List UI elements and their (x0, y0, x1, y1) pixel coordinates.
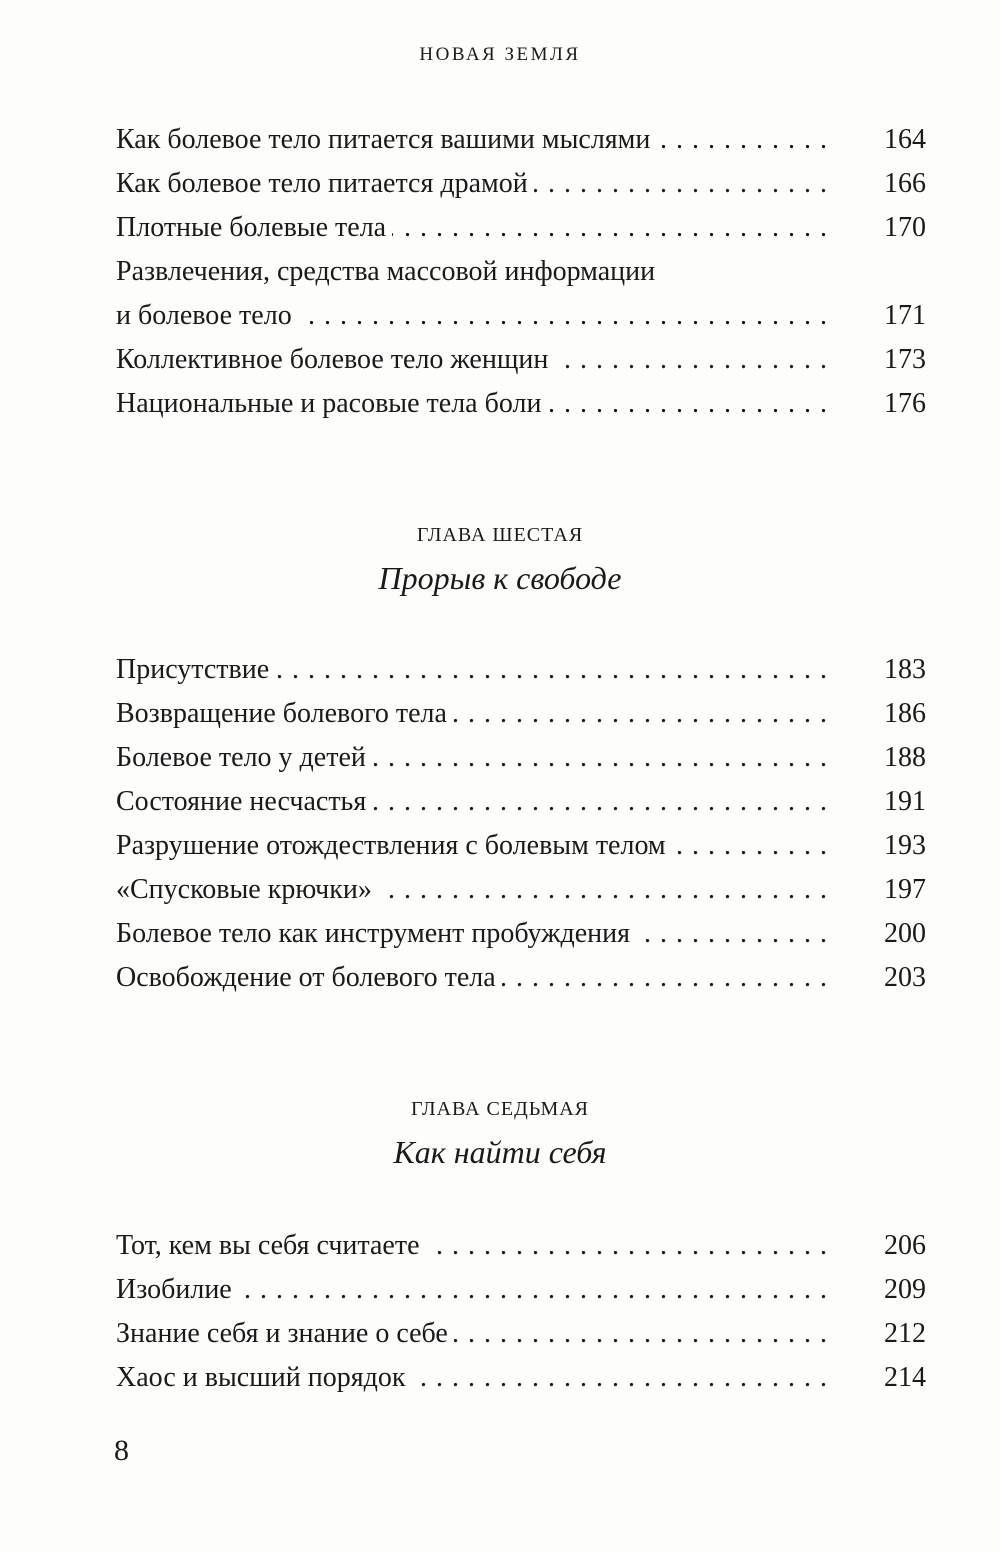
toc-entry[interactable] (116, 294, 926, 338)
running-head: НОВАЯ ЗЕМЛЯ (419, 44, 581, 65)
toc-entry-page: 200 (884, 918, 926, 949)
chapter-label: ГЛАВА СЕДЬМАЯ (410, 1098, 590, 1120)
toc-entry-page: 170 (884, 212, 926, 243)
toc-entry[interactable] (116, 1312, 926, 1356)
toc-entry-title: Знание себя и знание о себе (116, 1318, 454, 1349)
toc-entry[interactable] (116, 206, 926, 250)
toc-entry-page: 203 (884, 962, 926, 993)
toc-entry[interactable] (116, 912, 926, 956)
toc-entry-title: Болевое тело как инструмент пробуждения (116, 918, 636, 949)
toc-entry-page: 183 (884, 654, 926, 685)
toc-entry-title: Как болевое тело питается вашими мыслями (116, 124, 656, 155)
toc-entry[interactable] (116, 868, 926, 912)
chapter-title: Прорыв к свободе (378, 560, 622, 596)
toc-entry-page: 164 (884, 124, 926, 155)
toc-entry[interactable] (116, 648, 926, 692)
toc-entry[interactable] (116, 736, 926, 780)
toc-entry[interactable] (116, 1268, 926, 1312)
toc-entry-title: «Спусковые крючки» (116, 874, 378, 905)
page-number: 8 (114, 1434, 129, 1467)
toc-entry-title: Разрушение отождествления с болевым телом (116, 830, 672, 861)
toc-entry-page: 214 (884, 1362, 926, 1393)
toc-entry[interactable] (116, 780, 926, 824)
toc-entry[interactable] (116, 382, 926, 426)
toc-entry-page: 209 (884, 1274, 926, 1305)
toc-section-1 (116, 118, 926, 426)
toc-entry-title: Изобилие (116, 1274, 238, 1305)
chapter-title: Как найти себя (393, 1134, 607, 1170)
toc-entry[interactable] (116, 1224, 926, 1268)
toc-entry-title: Тот, кем вы себя считаете (116, 1230, 426, 1261)
toc-entry[interactable] (116, 118, 926, 162)
toc-entry-page: 171 (884, 300, 926, 331)
toc-entry-page: 197 (884, 874, 926, 905)
toc-entry-title: и болевое тело (116, 300, 298, 331)
toc-entry-page: 173 (884, 344, 926, 375)
toc-entry[interactable] (116, 1356, 926, 1400)
toc-entry[interactable] (116, 824, 926, 868)
toc-entry-page: 212 (884, 1318, 926, 1349)
toc-entry-title: Плотные болевые тела (116, 212, 392, 243)
toc-entry-page: 188 (884, 742, 926, 773)
toc-entry-title: Национальные и расовые тела боли (116, 388, 547, 419)
toc-entry-title: Коллективное болевое тело женщин (116, 344, 554, 375)
toc-chapter-6 (116, 648, 926, 1000)
toc-entry-page: 191 (884, 786, 926, 817)
toc-entry-page: 206 (884, 1230, 926, 1261)
toc-entry-first-line[interactable] (116, 250, 926, 294)
toc-entry-title: Возвращение болевого тела (116, 698, 453, 729)
toc-entry-page: 193 (884, 830, 926, 861)
toc-entry-title: Болевое тело у детей (116, 742, 372, 773)
toc-entry-title: Освобождение от болевого тела (116, 962, 502, 993)
toc-chapter-7 (116, 1224, 926, 1400)
toc-entry[interactable] (116, 338, 926, 382)
chapter-label: ГЛАВА ШЕСТАЯ (416, 524, 584, 546)
toc-entry-page: 176 (884, 388, 926, 419)
toc-entry-page: 186 (884, 698, 926, 729)
toc-entry-title: Состояние несчастья (116, 786, 372, 817)
toc-entry[interactable] (116, 692, 926, 736)
toc-entry-title: Присутствие (116, 654, 275, 685)
toc-entry-page: 166 (884, 168, 926, 199)
toc-entry-title: Как болевое тело питается драмой (116, 168, 534, 199)
toc-entry[interactable] (116, 162, 926, 206)
toc-entry-title-line1: Развлечения, средства массовой информации (116, 256, 661, 287)
toc-entry[interactable] (116, 956, 926, 1000)
toc-entry-title: Хаос и высший порядок (116, 1362, 411, 1393)
